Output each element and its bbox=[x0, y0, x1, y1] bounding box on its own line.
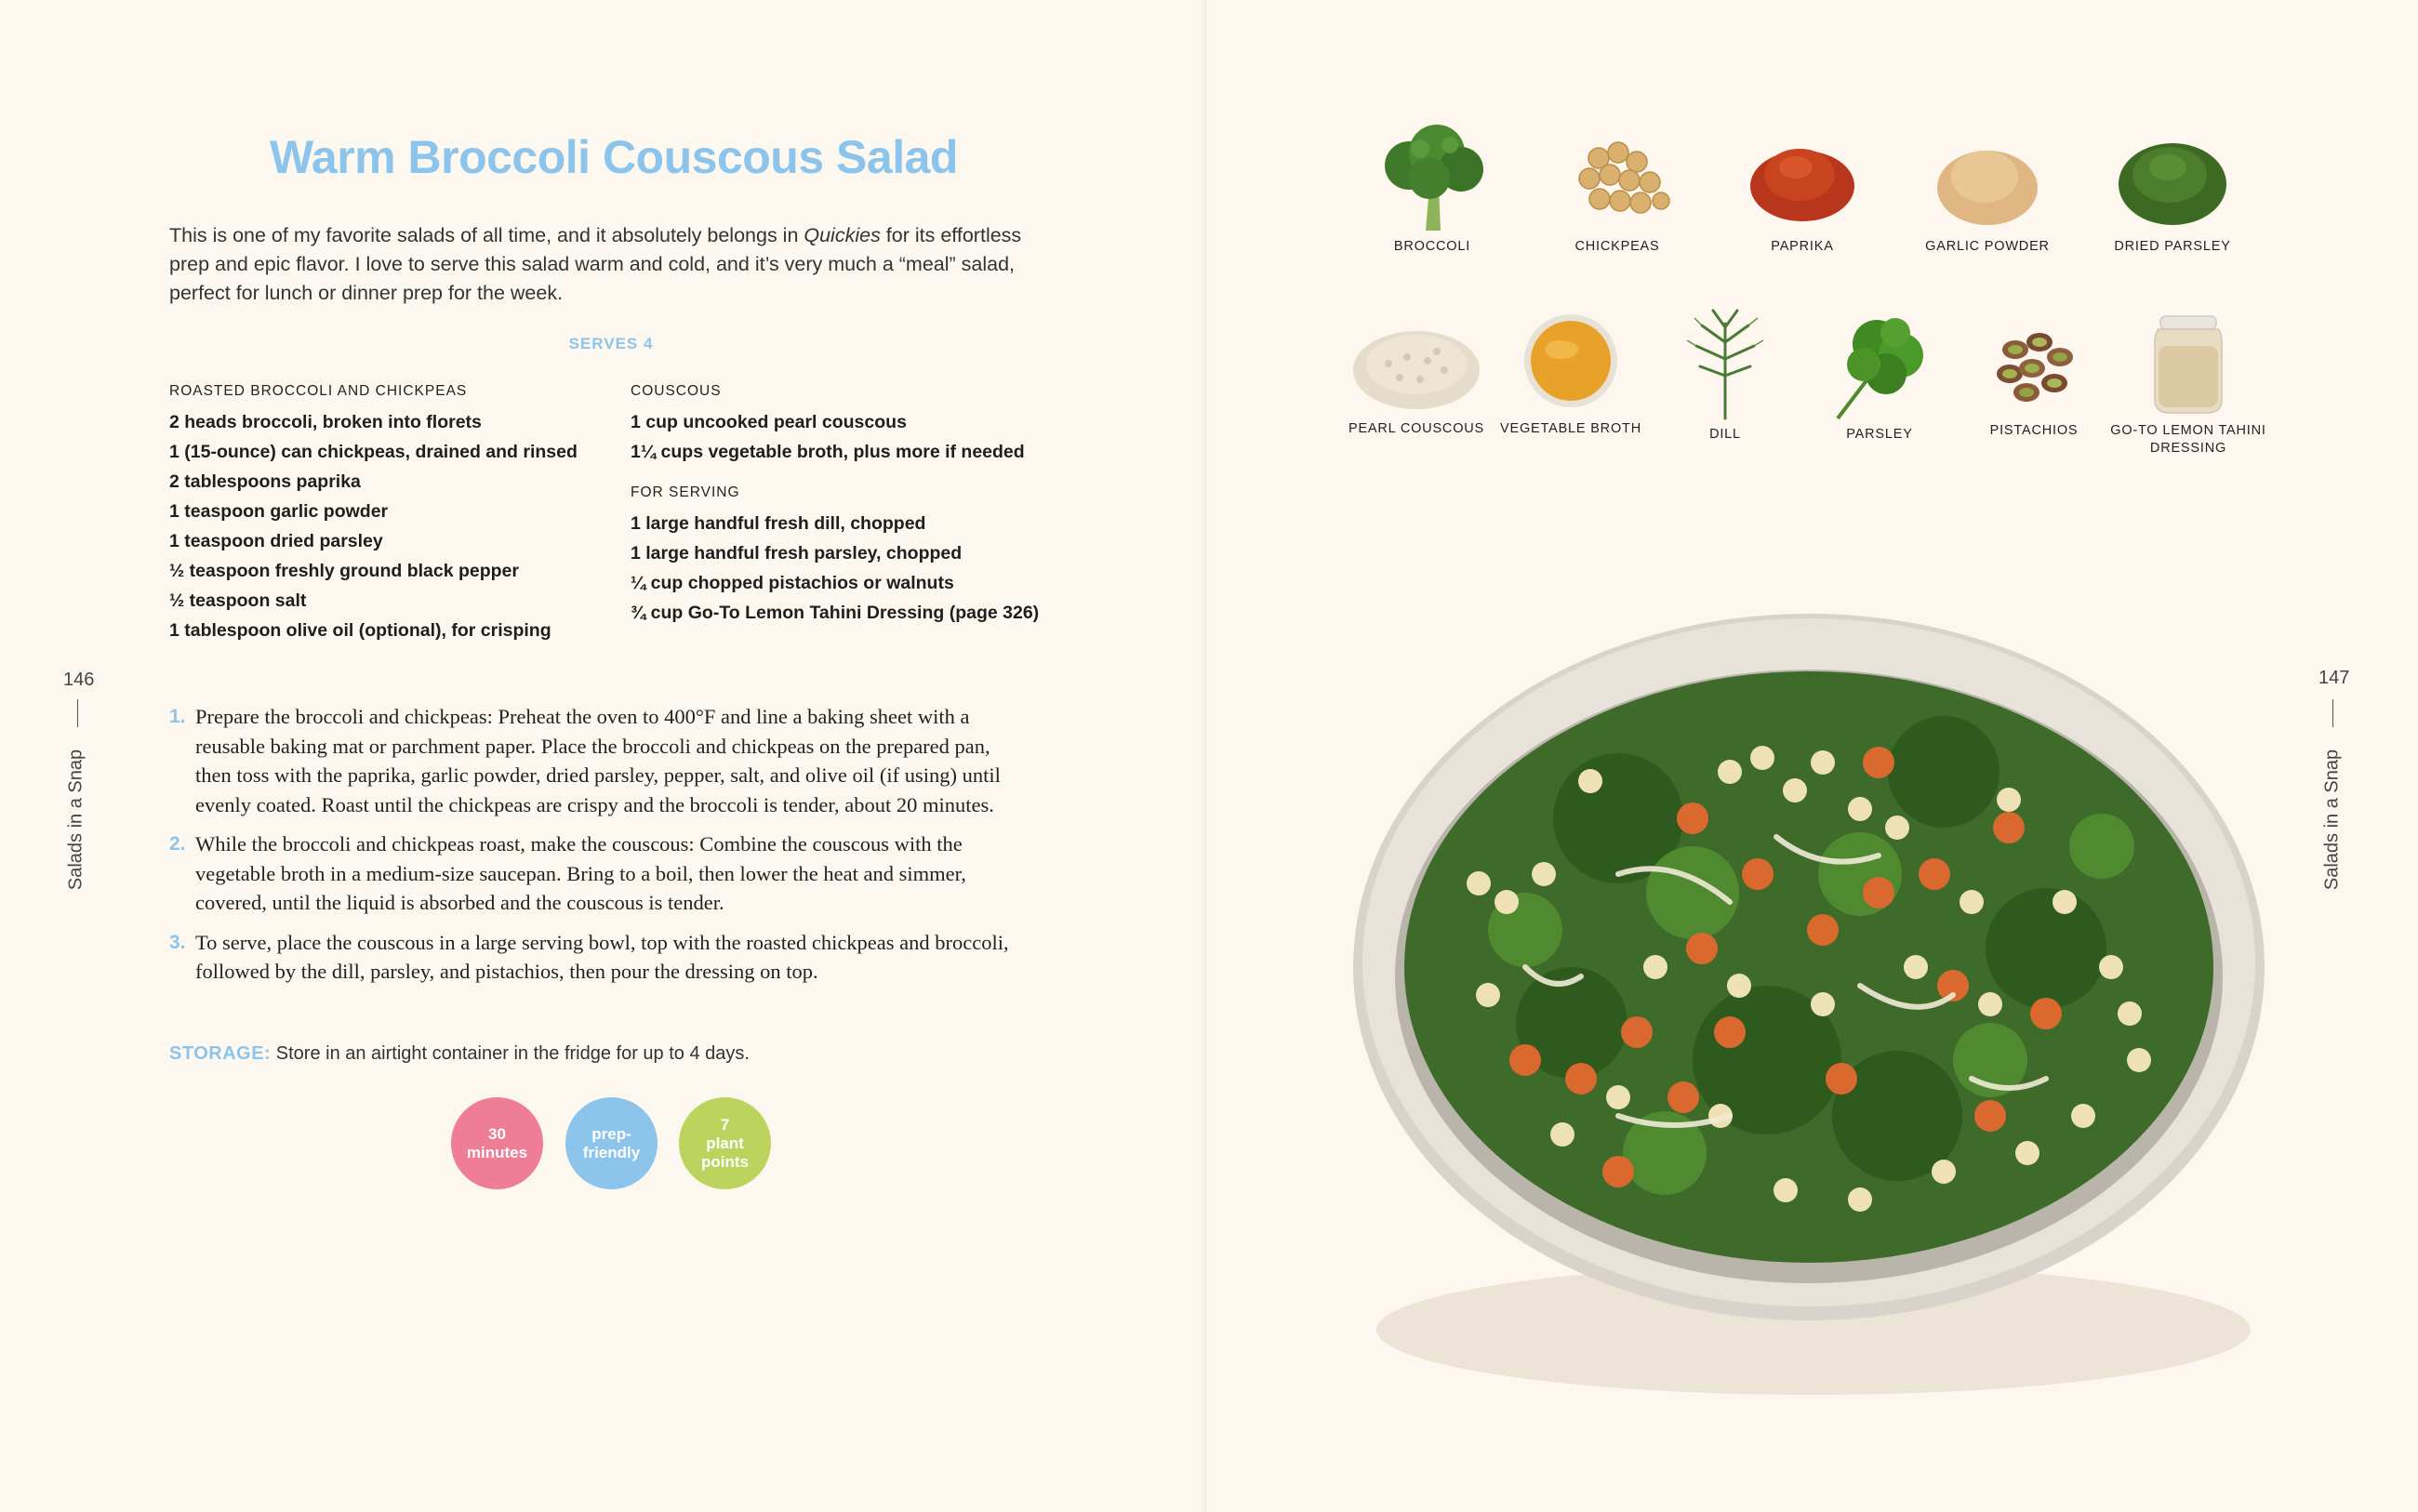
garlic-powder-icon bbox=[1927, 121, 2048, 232]
badge-line: prep- bbox=[591, 1124, 631, 1143]
ingredients-column-left bbox=[169, 383, 578, 649]
recipe-title: Warm Broccoli Couscous Salad bbox=[270, 131, 958, 183]
ingredient-photo-label: CHICKPEAS bbox=[1574, 239, 1660, 254]
badge-line: 30 bbox=[488, 1124, 506, 1143]
ingredient-photo-label: BROCCOLI bbox=[1393, 239, 1471, 254]
method-step bbox=[169, 829, 1025, 918]
ingredient-photo bbox=[2093, 121, 2252, 256]
ingredient-photo bbox=[1723, 121, 1881, 256]
running-head-left: Salads in a Snap bbox=[65, 749, 86, 891]
plant-points-badge bbox=[679, 1097, 771, 1189]
ingredient-photo-label: VEGETABLE BROTH bbox=[1500, 421, 1641, 436]
ingredient-item: 2 tablespoons paprika bbox=[169, 471, 361, 492]
badge-line: minutes bbox=[466, 1143, 528, 1161]
ingredient-photo-label: PARSLEY bbox=[1846, 427, 1913, 442]
serves-label: SERVES 4 bbox=[568, 335, 654, 352]
method-steps bbox=[169, 702, 1025, 997]
left-page bbox=[0, 0, 1206, 1512]
step-number: 3. bbox=[169, 931, 186, 953]
tahini-dressing-icon bbox=[2142, 311, 2235, 417]
parsley-icon bbox=[1819, 303, 1940, 420]
ingredient-photo bbox=[1800, 303, 1959, 444]
storage-note bbox=[169, 1043, 750, 1065]
ingredient-photo-label: PISTACHIOS bbox=[1989, 423, 2079, 438]
step-text: To serve, place the couscous in a large serving bowl, top with the roasted chickpeas and broccoli, followed by the dill, parsley, and pistachios, then pour the dressing on top. bbox=[195, 930, 1009, 983]
ingredient-photo-label: PAPRIKA bbox=[1771, 239, 1834, 254]
ingredient-item: ½ teaspoon salt bbox=[169, 590, 307, 611]
paprika-icon bbox=[1742, 121, 1863, 232]
salad-bowl-photo bbox=[1339, 595, 2278, 1413]
method-step bbox=[169, 928, 1025, 987]
book-title: Quickies bbox=[804, 224, 881, 246]
ingredient-group-title: ROASTED BROCCOLI AND CHICKPEAS bbox=[169, 383, 468, 399]
intro-text-start: This is one of my favorite salads of all time, and it absolutely belongs in bbox=[169, 224, 804, 246]
pearl-couscous-icon bbox=[1351, 312, 1481, 415]
page-number-right: 147 bbox=[2318, 668, 2350, 688]
ingredient-item: 1 large handful fresh parsley, chopped bbox=[631, 543, 963, 564]
step-number: 1. bbox=[169, 706, 186, 727]
ingredient-photo bbox=[1353, 121, 1511, 256]
broccoli-icon bbox=[1372, 121, 1493, 232]
time-badge bbox=[451, 1097, 543, 1189]
ingredient-photo-label: DRIED PARSLEY bbox=[2114, 239, 2231, 254]
ingredient-photo bbox=[1337, 312, 1495, 438]
ingredient-item: 2 heads broccoli, broken into florets bbox=[169, 412, 482, 432]
running-head-right: Salads in a Snap bbox=[2321, 749, 2343, 891]
badge-line: plant bbox=[706, 1134, 744, 1152]
ingredient-photo bbox=[1538, 121, 1696, 256]
ingredient-item: ½ teaspoon freshly ground black pepper bbox=[169, 561, 519, 581]
badge-line: points bbox=[701, 1152, 749, 1171]
dill-icon bbox=[1674, 305, 1776, 420]
ingredient-group-title: FOR SERVING bbox=[631, 484, 740, 500]
ingredient-photo bbox=[1492, 307, 1650, 438]
ingredient-photo bbox=[1646, 305, 1804, 444]
ingredient-item: 1 (15-ounce) can chickpeas, drained and rinsed bbox=[169, 442, 578, 462]
badge-line: 7 bbox=[720, 1115, 730, 1134]
ingredients-column-right bbox=[631, 383, 1068, 631]
ingredient-item: 1 tablespoon olive oil (optional), for crisping bbox=[169, 620, 551, 641]
ingredient-item: 1 cup uncooked pearl couscous bbox=[631, 412, 907, 432]
vegetable-broth-icon bbox=[1515, 307, 1627, 415]
step-number: 2. bbox=[169, 833, 186, 855]
intro-text-end: for its effortless prep and epic flavor. I love to serve this salad warm and cold, and it’s very much a “meal” salad, perfect for lunch or dinner prep for the week. bbox=[169, 224, 1022, 304]
step-text: Prepare the broccoli and chickpeas: Preheat the oven to 400°F and line a baking sheet with a reusable baking mat or parchment paper. Place the broccoli and chickpeas on the prepared pan, then toss with the paprika, garlic powder, dried parsley, pepper, salt, and olive oil (if using) until evenly coated. Roast until the chickpeas are crispy and the broccoli is tender, about 20 minutes. bbox=[195, 705, 1001, 816]
ingredient-photo bbox=[1955, 312, 2113, 440]
page-number-left: 146 bbox=[63, 670, 95, 690]
method-step bbox=[169, 702, 1025, 819]
storage-text: Store in an airtight container in the fridge for up to 4 days. bbox=[271, 1043, 750, 1064]
ingredient-photo bbox=[1908, 121, 2066, 256]
ingredient-photo-label: PEARL COUSCOUS bbox=[1348, 421, 1485, 436]
ingredient-photo bbox=[2109, 311, 2267, 458]
pistachios-icon bbox=[1978, 312, 2090, 417]
ingredient-photo-label: GO-TO LEMON TAHINI DRESSING bbox=[2110, 423, 2266, 456]
ingredient-item: 1 teaspoon garlic powder bbox=[169, 501, 389, 522]
ingredient-item: 1 large handful fresh dill, chopped bbox=[631, 513, 926, 534]
chickpeas-icon bbox=[1557, 121, 1678, 232]
dried-parsley-icon bbox=[2112, 121, 2233, 232]
storage-label: STORAGE: bbox=[169, 1043, 272, 1064]
ingredient-item: ¼ cup chopped pistachios or walnuts bbox=[631, 573, 954, 593]
step-text: While the broccoli and chickpeas roast, make the couscous: Combine the couscous with the vegetable broth in a medium-size saucepan. Bring to a boil, then lower the heat and simmer, covered, until the liquid is absorbed and the couscous is tender. bbox=[195, 832, 966, 914]
ingredient-group-title: COUSCOUS bbox=[631, 383, 722, 399]
badge-line: friendly bbox=[582, 1143, 641, 1161]
prep-friendly-badge bbox=[565, 1097, 658, 1189]
ingredient-item: ¾ cup Go-To Lemon Tahini Dressing (page 326) bbox=[631, 603, 1040, 623]
ingredient-photo-label: GARLIC POWDER bbox=[1925, 239, 2050, 254]
recipe-intro bbox=[169, 221, 1043, 308]
ingredient-photo-label: DILL bbox=[1709, 427, 1741, 442]
ingredient-item: 1 teaspoon dried parsley bbox=[169, 531, 383, 551]
ingredient-item: 1¼ cups vegetable broth, plus more if needed bbox=[631, 442, 1025, 462]
